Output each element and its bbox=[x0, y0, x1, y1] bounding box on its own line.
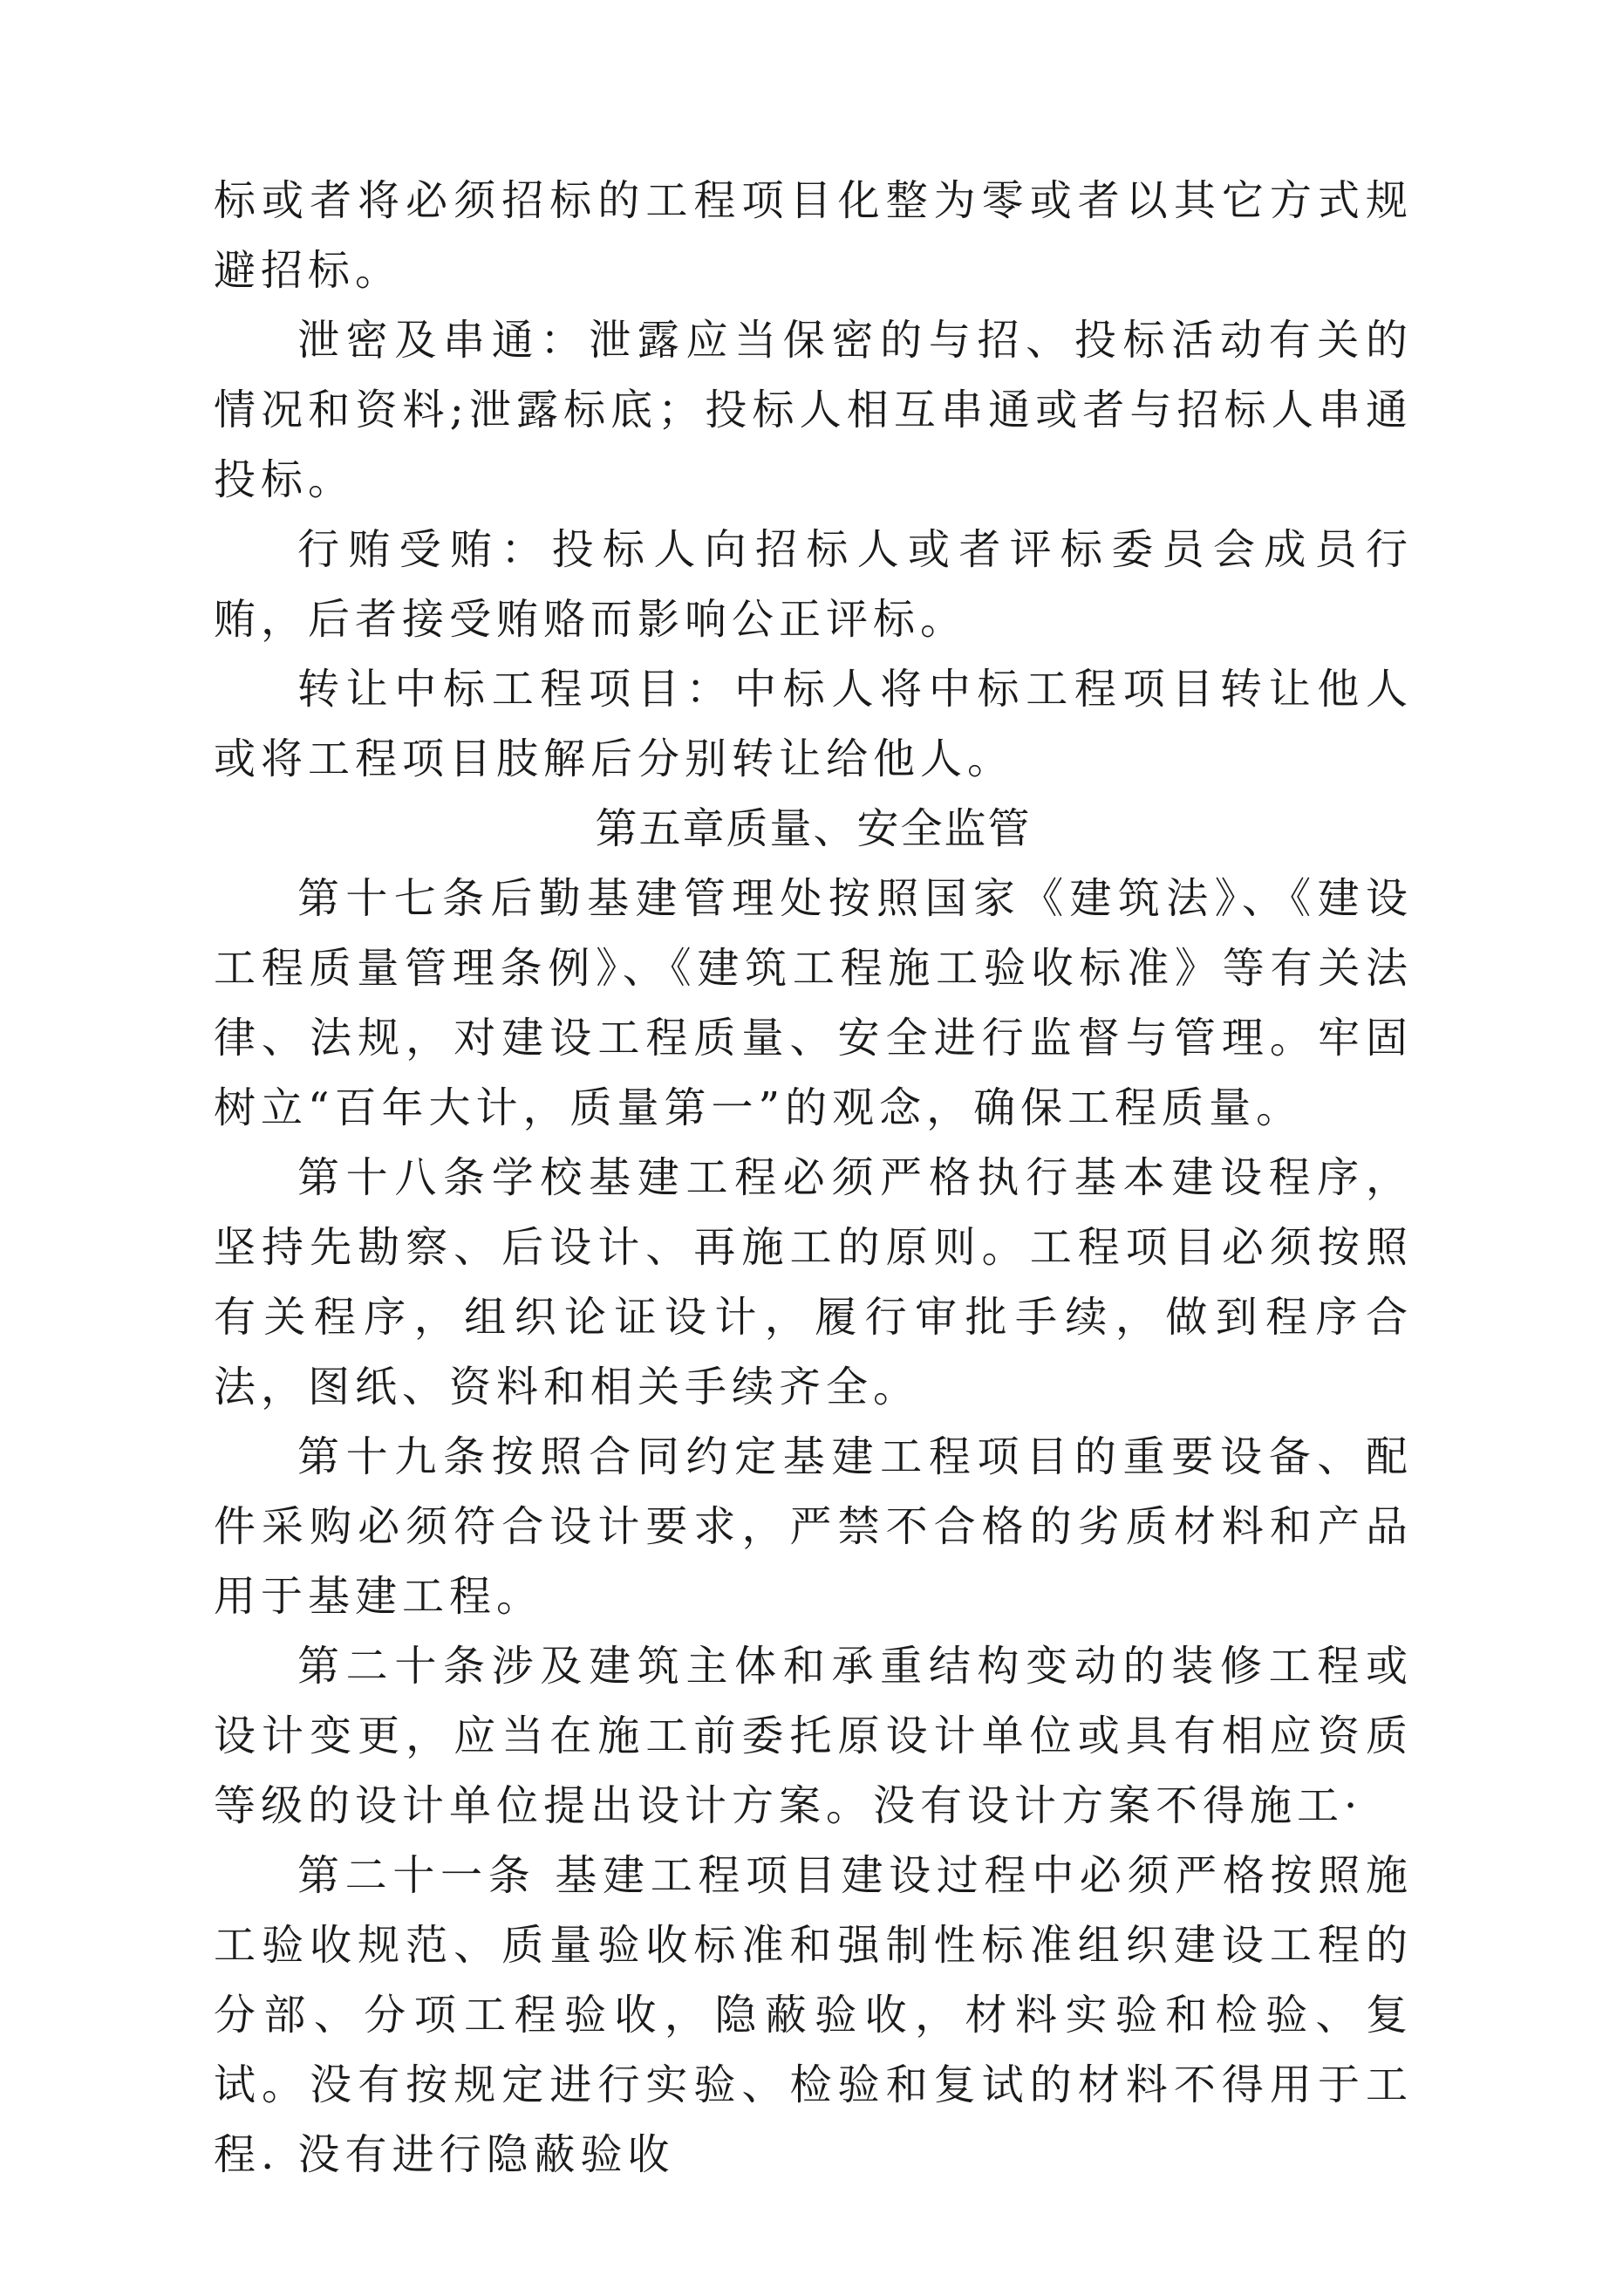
paragraph-article-17: 第十七条后勤基建管理处按照国家《建筑法》、《建设工程质量管理条例》、《建筑工程施工验收标准》等有关法律、法规，对建设工程质量、安全进行监督与管理。牢固树立“百年大计，质量第一”的观念，确保工程质量。 bbox=[214, 874, 1413, 1132]
paragraph-article-20: 第二十条涉及建筑主体和承重结构变动的装修工程或设计变更，应当在施工前委托原设计单位或具有相应资质等级的设计单位提出设计方案。没有设计方案不得施工· bbox=[214, 1642, 1413, 1830]
document-body bbox=[214, 166, 1413, 2190]
paragraph-article-18: 第十八条学校基建工程必须严格执行基本建设程序，坚持先勘察、后设计、再施工的原则。工程项目必须按照有关程序，组织论证设计，履行审批手续，做到程序合法，图纸、资料和相关手续齐全。 bbox=[214, 1153, 1413, 1411]
paragraph-leak-collusion: 泄密及串通：泄露应当保密的与招、投标活动有关的情况和资料;泄露标底；投标人相互串通或者与招标人串通投标。 bbox=[214, 316, 1413, 504]
paragraph-transfer-project: 转让中标工程项目：中标人将中标工程项目转让他人或将工程项目肢解后分别转让给他人。 bbox=[214, 665, 1413, 783]
paragraph-article-21: 第二十一条 基建工程项目建设过程中必须严格按照施工验收规范、质量验收标准和强制性标准组织建设工程的分部、分项工程验收，隐蔽验收，材料实验和检验、复试。没有按规定进行实验、检验和复试的材料不得用于工程. 没有进行隐蔽验收 bbox=[214, 1851, 1413, 2179]
paragraph-bribery: 行贿受贿：投标人向招标人或者评标委员会成员行贿，后者接受贿赂而影响公正评标。 bbox=[214, 525, 1413, 644]
paragraph-continuation: 标或者将必须招标的工程项目化整为零或者以其它方式规避招标。 bbox=[214, 176, 1413, 295]
paragraph-article-19: 第十九条按照合同约定基建工程项目的重要设备、配件采购必须符合设计要求，严禁不合格的劣质材料和产品用于基建工程。 bbox=[214, 1432, 1413, 1621]
chapter-heading: 第五章质量、安全监管 bbox=[595, 804, 1032, 853]
